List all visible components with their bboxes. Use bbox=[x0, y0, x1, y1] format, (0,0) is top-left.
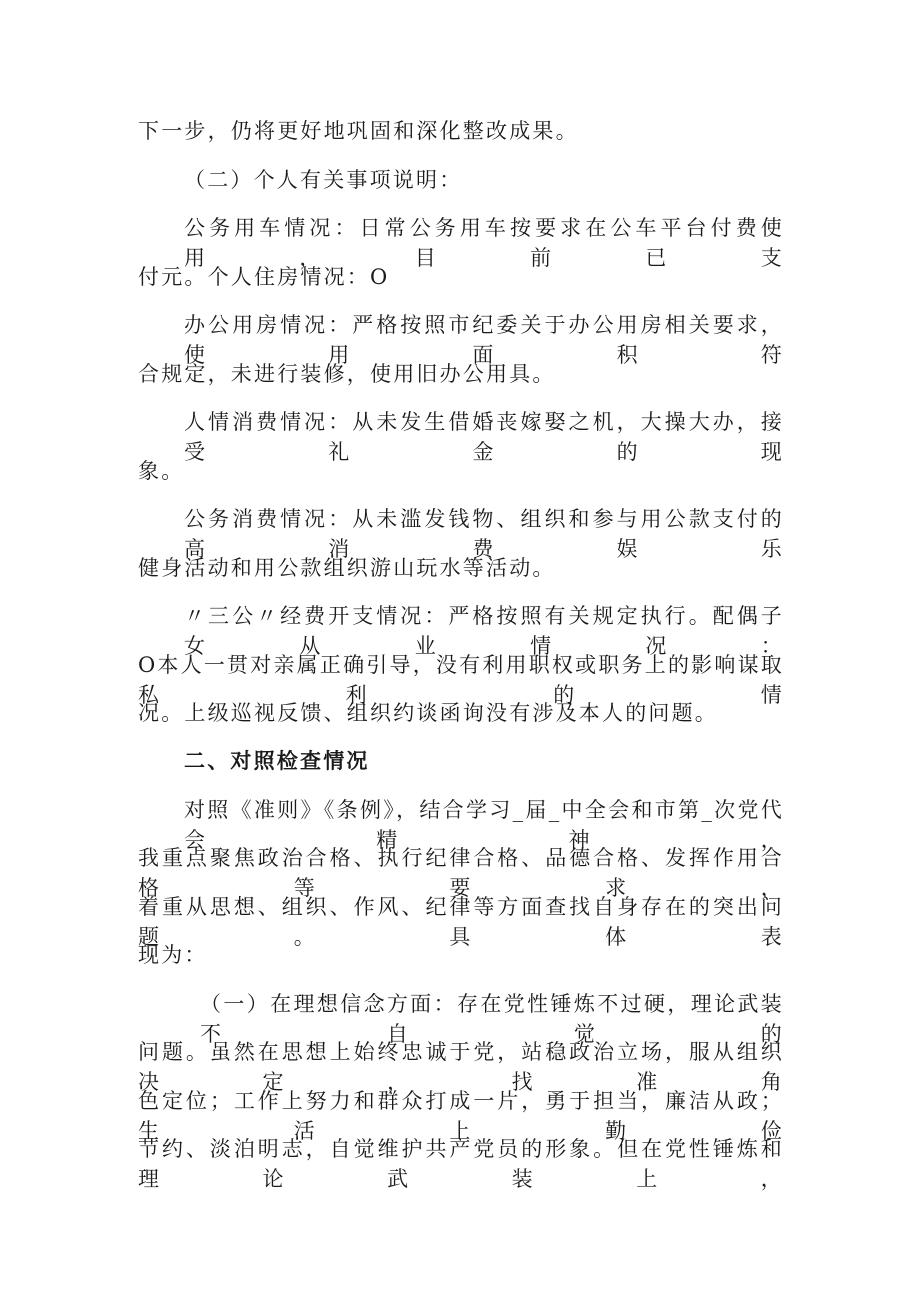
paragraph-line: （一）在理想信念方面：存在党性锤炼不过硬，理论武装不自觉的 bbox=[200, 992, 784, 1046]
paragraph-line: 人情消费情况：从未发生借婚丧嫁娶之机，大操大办，接受礼金的现 bbox=[184, 410, 784, 464]
paragraph-line: 下一步，仍将更好地巩固和深化整改成果。 bbox=[138, 119, 579, 143]
paragraph-line: 合规定，未进行装修，使用旧办公用具。 bbox=[138, 362, 556, 386]
paragraph-line: O本人一贯对亲属正确引导，没有利用职权或职务上的影响谋取私利的情 bbox=[138, 653, 784, 707]
paragraph-line: 况。上级巡视反馈、组织约谈函询没有涉及本人的问题。 bbox=[138, 701, 718, 725]
paragraph-line: 节约、淡泊明志，自觉维护共产党员的形象。但在党性锤炼和理论武装上， bbox=[138, 1137, 784, 1191]
section-subheading: （二）个人有关事项说明： bbox=[184, 168, 463, 192]
paragraph-line: 付元。个人住房情况：O bbox=[138, 265, 390, 289]
paragraph-line: 象。 bbox=[138, 459, 185, 483]
paragraph-line: 对照《准则》《条例》，结合学习_届_中全会和市第_次党代会精神， bbox=[184, 798, 784, 852]
paragraph-line: 问题。虽然在思想上始终忠诚于党，站稳政治立场，服从组织决定，找准角 bbox=[138, 1040, 784, 1094]
paragraph-line: 办公用房情况：严格按照市纪委关于办公用房相关要求，使用面积符 bbox=[184, 313, 784, 367]
section-heading: 二、对照检查情况 bbox=[184, 748, 370, 773]
paragraph-line: 色定位；工作上努力和群众打成一片，勇于担当，廉洁从政；生活上勤俭 bbox=[138, 1089, 784, 1143]
paragraph-line: 〃三公〃经费开支情况：严格按照有关规定执行。配偶子女从业情况： bbox=[184, 604, 784, 658]
paragraph-line: 我重点聚焦政治合格、执行纪律合格、品德合格、发挥作用合格等要求， bbox=[138, 846, 784, 900]
paragraph-line: 健身活动和用公款组织游山玩水等活动。 bbox=[138, 556, 556, 580]
paragraph-line: 公务用车情况：日常公务用车按要求在公车平台付费使用，目前已支 bbox=[184, 216, 784, 270]
paragraph-line: 现为： bbox=[138, 943, 208, 967]
paragraph-line: 公务消费情况：从未滥发钱物、组织和参与用公款支付的高消费娱乐 bbox=[184, 507, 784, 561]
paragraph-line: 着重从思想、组织、作风、纪律等方面查找自身存在的突出问题。具体表 bbox=[138, 895, 784, 949]
